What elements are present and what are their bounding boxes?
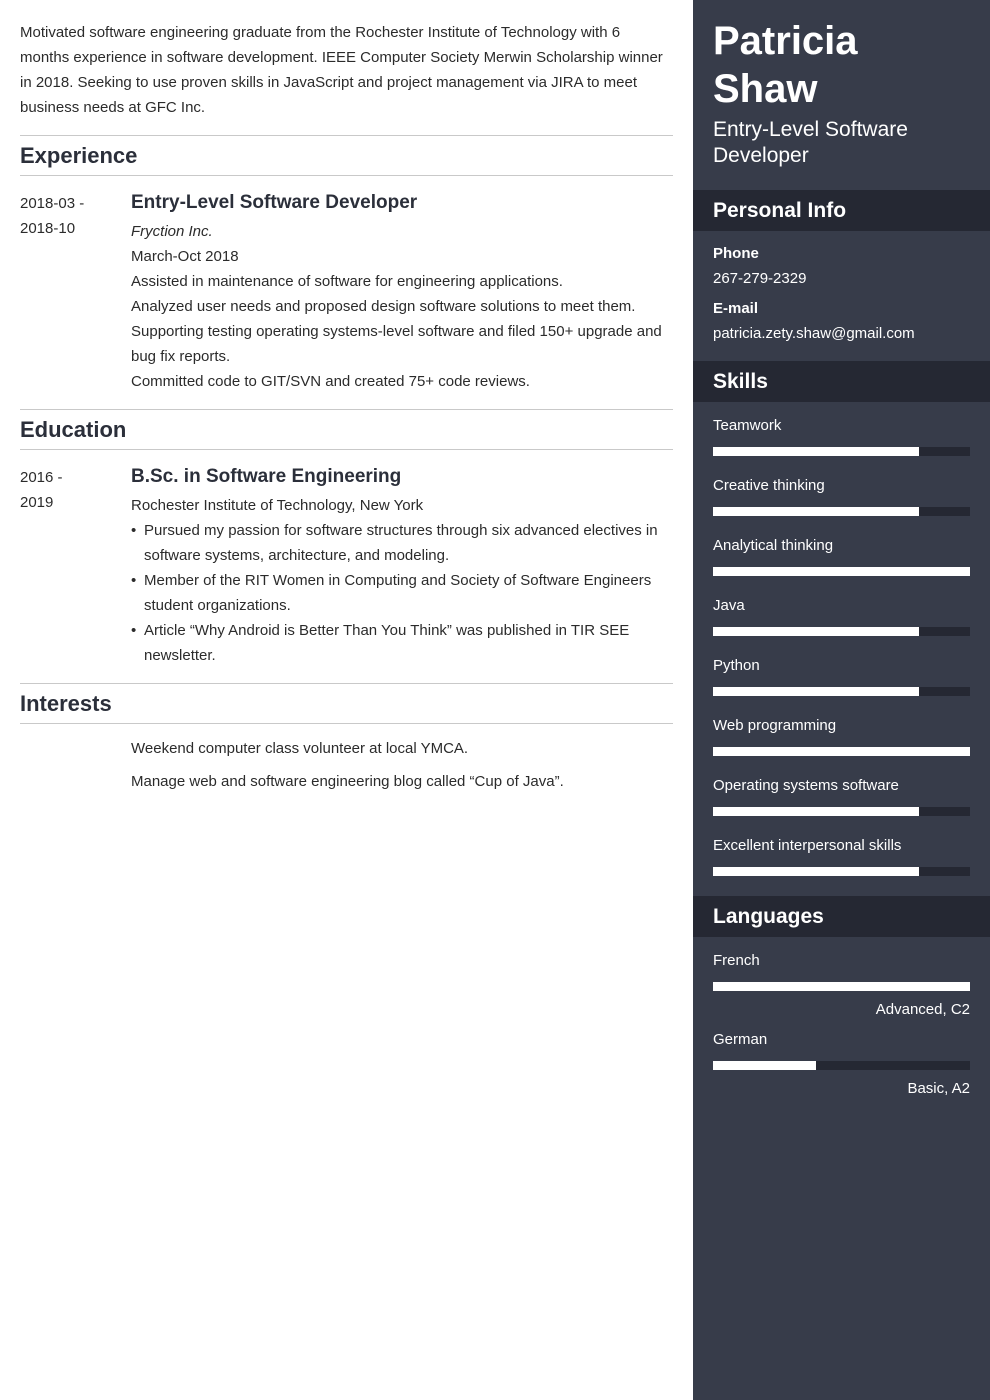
candidate-role: Entry-Level Software Developer xyxy=(713,118,908,167)
education-bullet: • Member of the RIT Women in Computing and Society of Software Engineers student organizations. xyxy=(131,568,673,618)
experience-heading: Experience xyxy=(20,135,673,176)
language-bar-fill xyxy=(713,1061,816,1070)
skill-bar-fill xyxy=(713,447,919,456)
education-date-end: 2019 xyxy=(20,494,54,511)
email-value: patricia.zety.shaw@gmail.com xyxy=(713,325,915,342)
last-name: Shaw xyxy=(713,67,818,111)
skill-bar xyxy=(713,747,970,756)
skill-bar-fill xyxy=(713,687,919,696)
skill-item xyxy=(713,476,970,516)
skill-item xyxy=(713,836,970,876)
language-level: Basic, A2 xyxy=(907,1080,970,1097)
education-date-start: 2016 - xyxy=(20,469,63,486)
languages-heading: Languages xyxy=(693,896,990,937)
skill-bar xyxy=(713,627,970,636)
interests-heading: Interests xyxy=(20,683,673,724)
skill-name: Operating systems software xyxy=(713,777,899,794)
experience-duty: Supporting testing operating systems-level software and filed 150+ upgrade and bug fix reports. xyxy=(131,323,662,365)
personal-info xyxy=(693,231,990,346)
education-bullet: • Pursued my passion for software structures through six advanced electives in software systems, architecture, and modeling. xyxy=(131,518,673,568)
skill-bar-fill xyxy=(713,627,919,636)
language-level: Advanced, C2 xyxy=(875,1001,970,1018)
skill-item xyxy=(713,716,970,756)
skill-bar-fill xyxy=(713,867,919,876)
skill-bar xyxy=(713,567,970,576)
experience-duty: Analyzed user needs and proposed design software solutions to meet them. xyxy=(131,298,636,315)
languages-list xyxy=(693,937,990,1099)
skill-bar-fill xyxy=(713,507,919,516)
skill-bar xyxy=(713,687,970,696)
personal-info-heading: Personal Info xyxy=(693,190,990,231)
skill-name: Python xyxy=(713,657,760,674)
skill-item xyxy=(713,776,970,816)
skills-heading: Skills xyxy=(693,361,990,402)
language-name: German xyxy=(713,1031,768,1048)
interest-item: Weekend computer class volunteer at local YMCA. xyxy=(131,740,469,757)
experience-date-start: 2018-03 - xyxy=(20,195,85,212)
education-bullet: • Article “Why Android is Better Than You Think” was published in TIR SEE newsletter. xyxy=(131,618,673,668)
experience-period: March-Oct 2018 xyxy=(131,248,239,265)
skill-bar xyxy=(713,507,970,516)
skill-item xyxy=(713,596,970,636)
skill-name: Teamwork xyxy=(713,417,782,434)
phone-value: 267-279-2329 xyxy=(713,270,807,287)
main-column xyxy=(20,0,673,802)
experience-duty: Committed code to GIT/SVN and created 75+ code reviews. xyxy=(131,373,530,390)
interest-item: Manage web and software engineering blog called “Cup of Java”. xyxy=(131,773,564,790)
skill-name: Web programming xyxy=(713,717,837,734)
skill-name: Analytical thinking xyxy=(713,537,834,554)
skill-name: Excellent interpersonal skills xyxy=(713,837,902,854)
skill-bar xyxy=(713,807,970,816)
skill-bar xyxy=(713,867,970,876)
phone-label: Phone xyxy=(713,245,759,262)
experience-title: Entry-Level Software Developer xyxy=(131,192,418,213)
education-school: Rochester Institute of Technology, New York xyxy=(131,497,424,514)
education-degree: B.Sc. in Software Engineering xyxy=(131,466,402,487)
summary: Motivated software engineering graduate from the Rochester Institute of Technology with 6 months experience in software development. IEEE Computer Society Merwin Scholarship winner in 2018. Seeking to use proven skills in JavaScript and project management via JIRA to meet business needs at GFC Inc. xyxy=(20,24,663,116)
experience-company: Fryction Inc. xyxy=(131,223,213,240)
language-bar xyxy=(713,982,970,991)
education-entry xyxy=(20,464,673,668)
skill-item xyxy=(713,536,970,576)
skill-bar-fill xyxy=(713,807,919,816)
language-item xyxy=(713,1030,970,1099)
experience-date xyxy=(20,190,131,394)
interests-list xyxy=(20,736,673,794)
skill-bar-fill xyxy=(713,567,970,576)
education-date xyxy=(20,464,131,668)
skill-item xyxy=(713,416,970,456)
language-bar-fill xyxy=(713,982,970,991)
sidebar xyxy=(693,0,990,1400)
email-label: E-mail xyxy=(713,300,759,317)
skill-item xyxy=(713,656,970,696)
language-name: French xyxy=(713,952,760,969)
experience-duty: Assisted in maintenance of software for engineering applications. xyxy=(131,273,563,290)
skill-bar xyxy=(713,447,970,456)
experience-entry xyxy=(20,190,673,394)
language-item xyxy=(713,951,970,1020)
education-heading: Education xyxy=(20,409,673,450)
skill-bar-fill xyxy=(713,747,970,756)
skill-name: Creative thinking xyxy=(713,477,825,494)
experience-date-end: 2018-10 xyxy=(20,220,76,237)
education-bullets xyxy=(131,518,673,668)
skills-list xyxy=(693,402,990,876)
skill-name: Java xyxy=(713,597,745,614)
language-bar xyxy=(713,1061,970,1070)
first-name: Patricia xyxy=(713,19,858,63)
candidate-name xyxy=(693,0,990,113)
